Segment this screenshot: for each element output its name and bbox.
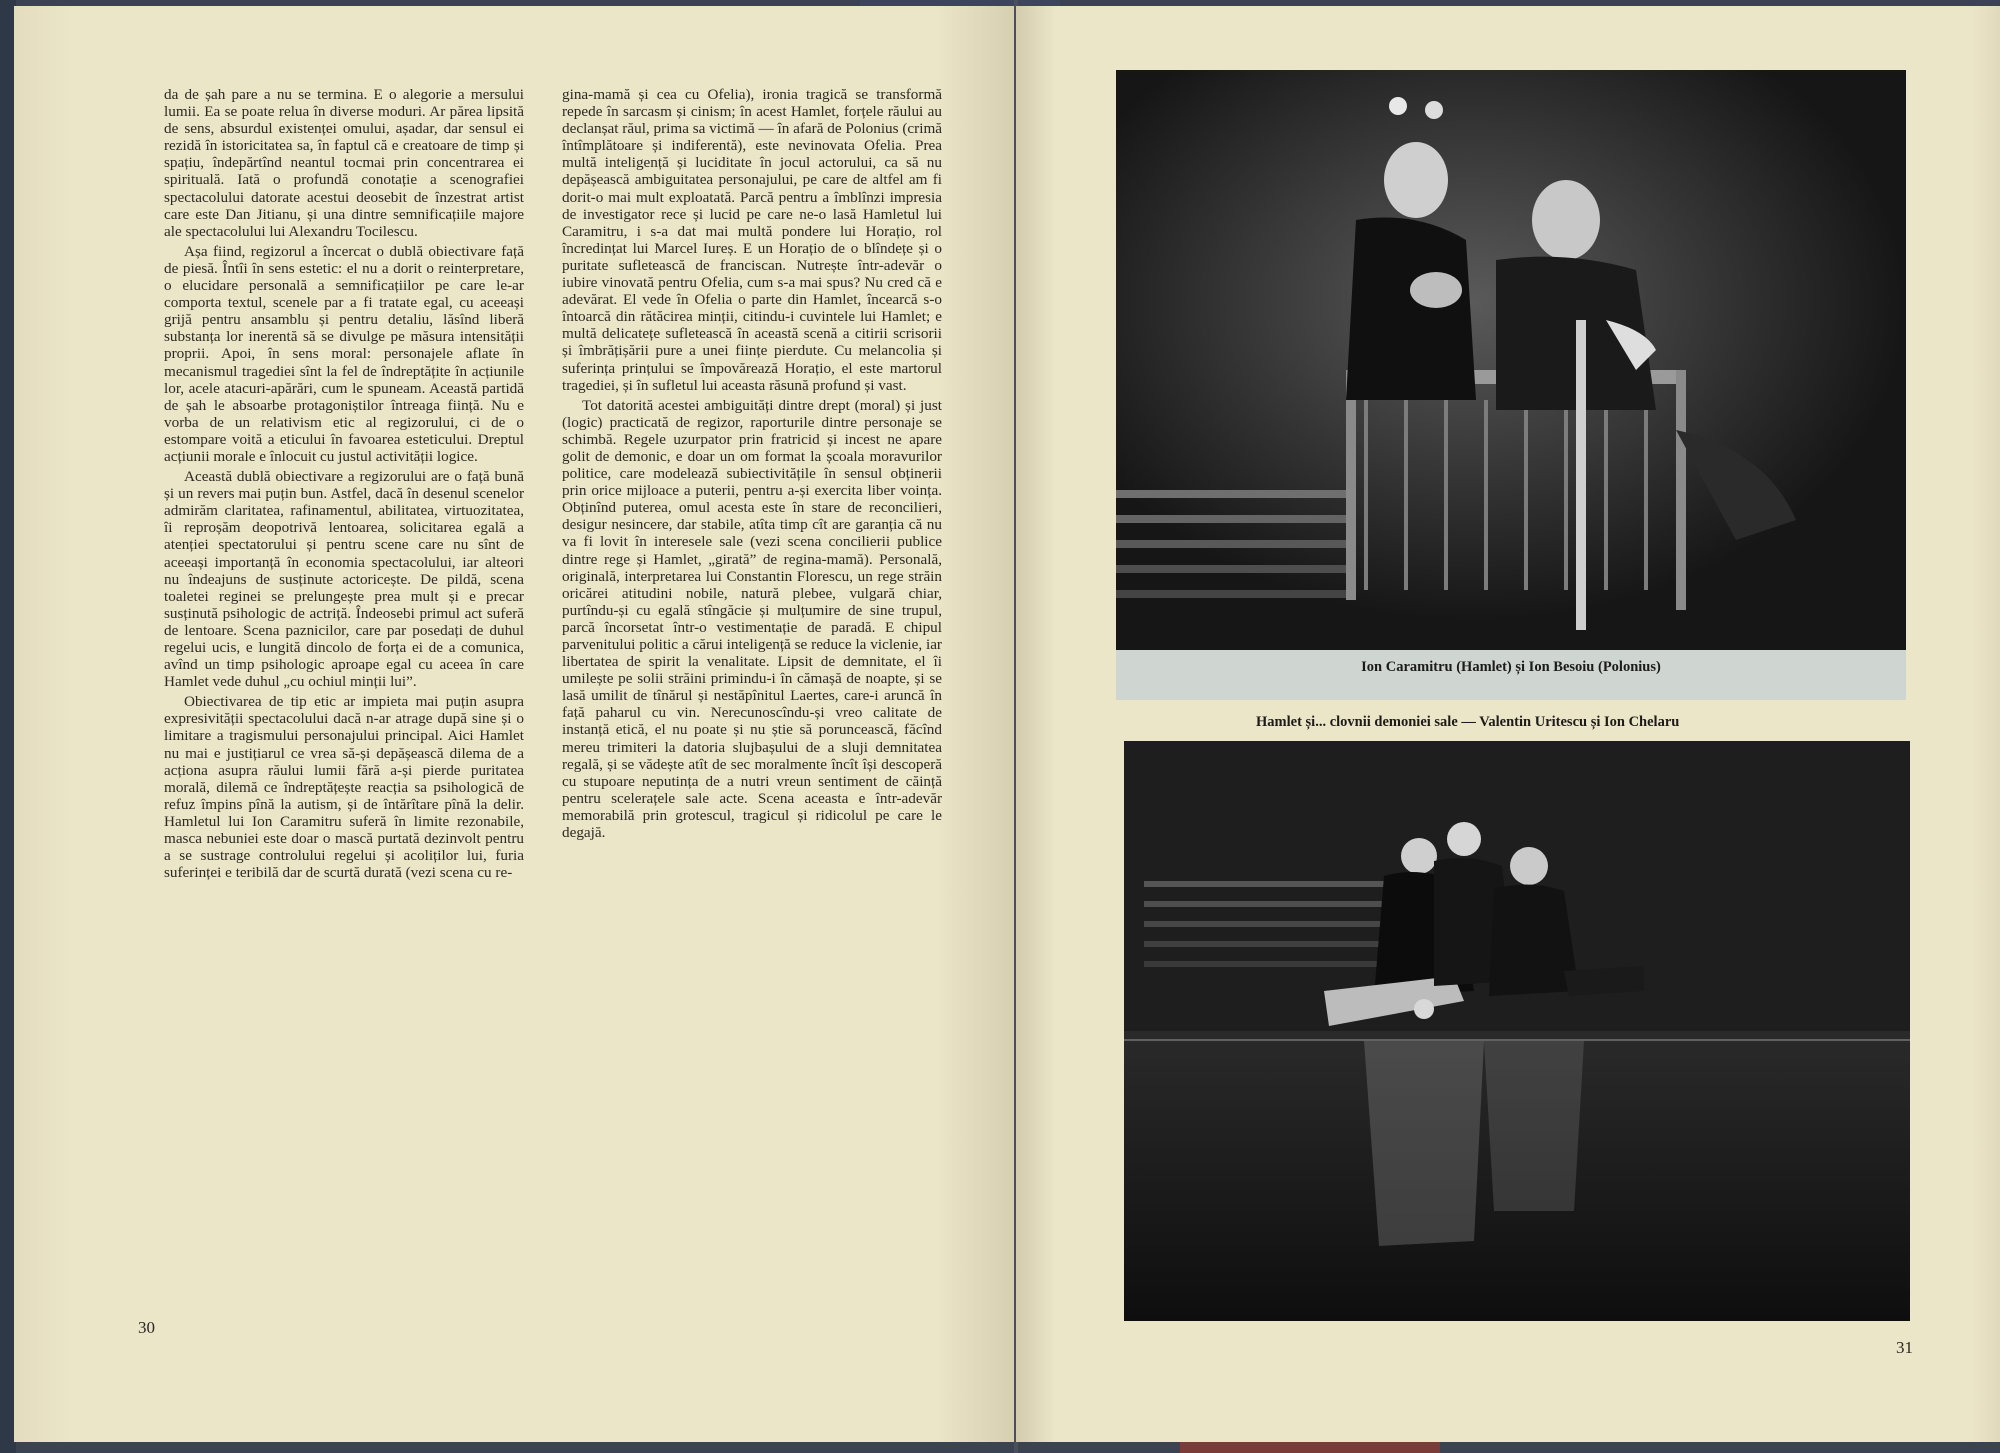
paragraph: Obiectivarea de tip etic ar impieta mai puțin asupra expresivității spectacolului dacă n-ar atrage după sine și o limitare a tragismului personajului principal. Aici Hamlet nu mai e justițiarul ce vrea să-și depășească dilema de a acționa asupra răului lumii fără a-și pierde puritatea morală, dilemă ce îndreptățește reacția sa psihologică de refuz împins pînă la autism, și de întărîtare pînă la delir. Hamletul lui Ion Caramitru suferă în limite rezonabile, masca nebuniei este doar o mască purtată dezinvolt pentru a se sustrage controlului regelui și acoliților lui, furia suferinței e teribilă dar de scurtă durată (vezi scena cu re- [164,693,524,882]
paragraph: gina-mamă și cea cu Ofelia), ironia tragică se transformă repede în sarcasm și cinism; în acest Hamlet, forțele răului au declanșat răul, prima sa victimă — în afară de Polonius (crimă întîmplătoare și indiferentă), este nevinovata Ofelia. Prea multă inteligență și luciditate în jocul actorului, ca să nu depășească ambiguitatea personajului, pe care de altfel am fi dorit-o mai mult exploatată. Parcă pentru a îmblînzi impresia de investigator rece și lucid pe care ne-o lasă Hamletul lui Caramitru, i s-a dat mai multă pondere lui Horațio, rol încredințat lui Marcel Iureș. E un Horațio de o blîndețe și o puritate sufletească de franciscan. Nutrește într-adevăr o iubire vinovată pentru Ofelia, cum s-a mai spus? Nu cred că e adevărat. El vede în Ofelia o parte din Hamlet, încearcă s-o întoarcă din rătăcirea minții, citindu-i cuvintele lui Hamlet; e multă delicatețe sufletească în această scenă a citirii scrisorii și îmbrățișării pure a unei ființe pierdute. Cu melancolia și suferința prințului se împovărează Horațio, el este martorul tragediei, și în sufletul lui aceasta răsună profund și vast. [562,86,942,394]
paragraph: Așa fiind, regizorul a încercat o dublă obiectivare față de piesă. Întîi în sens estetic: el nu a dorit o reinterpretare, o elucidare personală a semnificațiilor pe care le-ar comporta textul, scenele par a fi tratate egal, cu aceeași grijă pentru ansamblu și pentru detaliu, lăsînd liberă substanța lor inerentă să se divulge pe măsura intensității proprii. Apoi, în sens moral: personajele aflate în mecanismul tragediei sînt la fel de îndreptățite în acțiunile lor, acele atacuri-apărări, cum le spuneam. Această partidă de șah le absoarbe protagoniștilor întreaga ființă. Nu e vorba de un relativism etic al regizorului, ci de o estompare voită a eticului în favoarea esteticului. Dreptul acțiunii morale e înlocuit cu justul activității logice. [164,242,524,465]
left-page [14,6,1014,1442]
photo-caption-bottom: Hamlet și... clovnii demoniei sale — Valentin Uritescu și Ion Chelaru [1256,714,1680,730]
right-page [1016,6,2000,1442]
cover-edge-bottom [1180,1442,1440,1453]
page-number-left: 30 [138,1318,155,1337]
paragraph: da de șah pare a nu se termina. E o alegorie a mersului lumii. Ea se poate relua în diverse moduri. Ar părea lipsită de sens, absurdul existenței omului, așadar, dar sensul ei rezidă în istoricitatea sa, în faptul că e creatoare de timp și spațiu, îndepărtînd neantul tocmai prin concentrarea ei spirituală. Iată o profundă conotație a scenografiei spectacolului datorate acestui deosebit de înzestrat artist care este Dan Jitianu, și una dintre semnificațiile majore ale spectacolului lui Alexandru Tocilescu. [164,86,524,240]
stage-photo-caramitru-besoiu [1116,70,1906,650]
photo-caption-top: Ion Caramitru (Hamlet) și Ion Besoiu (Polonius) [1116,650,1906,700]
page-number-right: 31 [1896,1338,1913,1357]
stage-photo-clowns [1124,741,1910,1321]
paragraph: Tot datorită acestei ambiguități dintre drept (moral) și just (logic) practicată de regizor, raporturile dintre personaje se schimbă. Regele uzurpator prin fratricid și incest ne apare golit de demonic, e doar un om format la școala moravurilor politice, care modelează subiectivitățile în sensul obținerii prin orice mijloace a puterii, pentru a-și exercita liber voința. Obținînd puterea, omul acesta este în stare de reconcilieri, desigur nesincere, dar stabile, atîta timp cît are garanția că nu va fi lovit în interesele sale (vezi scena concilierii publice dintre rege și Hamlet, „girată” de regina-mamă). Personală, originală, interpretarea lui Constantin Florescu, un rege străin oricărei atitudini nobile, natură plebee, vulgară chiar, purtîndu-și cu egală stîngăcie și mulțumire de sine trupul, parcă încorsetat într-o vestimentație de paradă. E chipul parvenitului politic a cărui inteligență se reduce la viclenie, iar libertatea de spirit la venalitate. Lipsit de demnitate, el îi umilește pe solii străini primindu-i în cămașă de noapte, și se lasă umilit de tînărul și nestăpînitul Laertes, care-i aruncă în față paharul cu vin. Nerecunoscîndu-și vreo calitate de instanță etică, el nu poate și nu știe să poruncească, făcînd mereu trimiteri la datoria slujbașului de a sluji demnitatea regală, și se vădește atît de sec moralmente încît își descoperă cu stupoare neputința de a nutri vreun sentiment de căință pentru scelerațele sale acte. Scena aceasta e într-adevăr memorabilă prin grotescul, tragicul și ridicolul pe care le degajă. [562,396,942,842]
paragraph: Această dublă obiectivare a regizorului are o față bună și un revers mai puțin bun. Astfel, dacă în desenul scenelor admirăm claritatea, rafinamentul, abilitatea, virtuozitatea, îi reproșăm deopotrivă lentoarea, solicitarea egală a atenției spectatorului și pentru scene care nu sînt de aceeași importanță în economia spectacolului, iar alteori nu îndeajuns de susținute actoricește. De pildă, scena toaletei reginei se prelungește prea mult și e precar susținută psihologic de actriță. Îndeosebi primul act suferă de lentoare. Scena paznicilor, care par posedați de duhul regelui ucis, e lungită dincolo de forța ei de a comunica, avînd un timp psihologic aproape egal cu aceea în care Hamlet vede duhul „cu ochiul minții lui”. [164,468,524,691]
left-page-column-2 [562,86,942,1301]
left-page-column-1 [164,86,524,1301]
